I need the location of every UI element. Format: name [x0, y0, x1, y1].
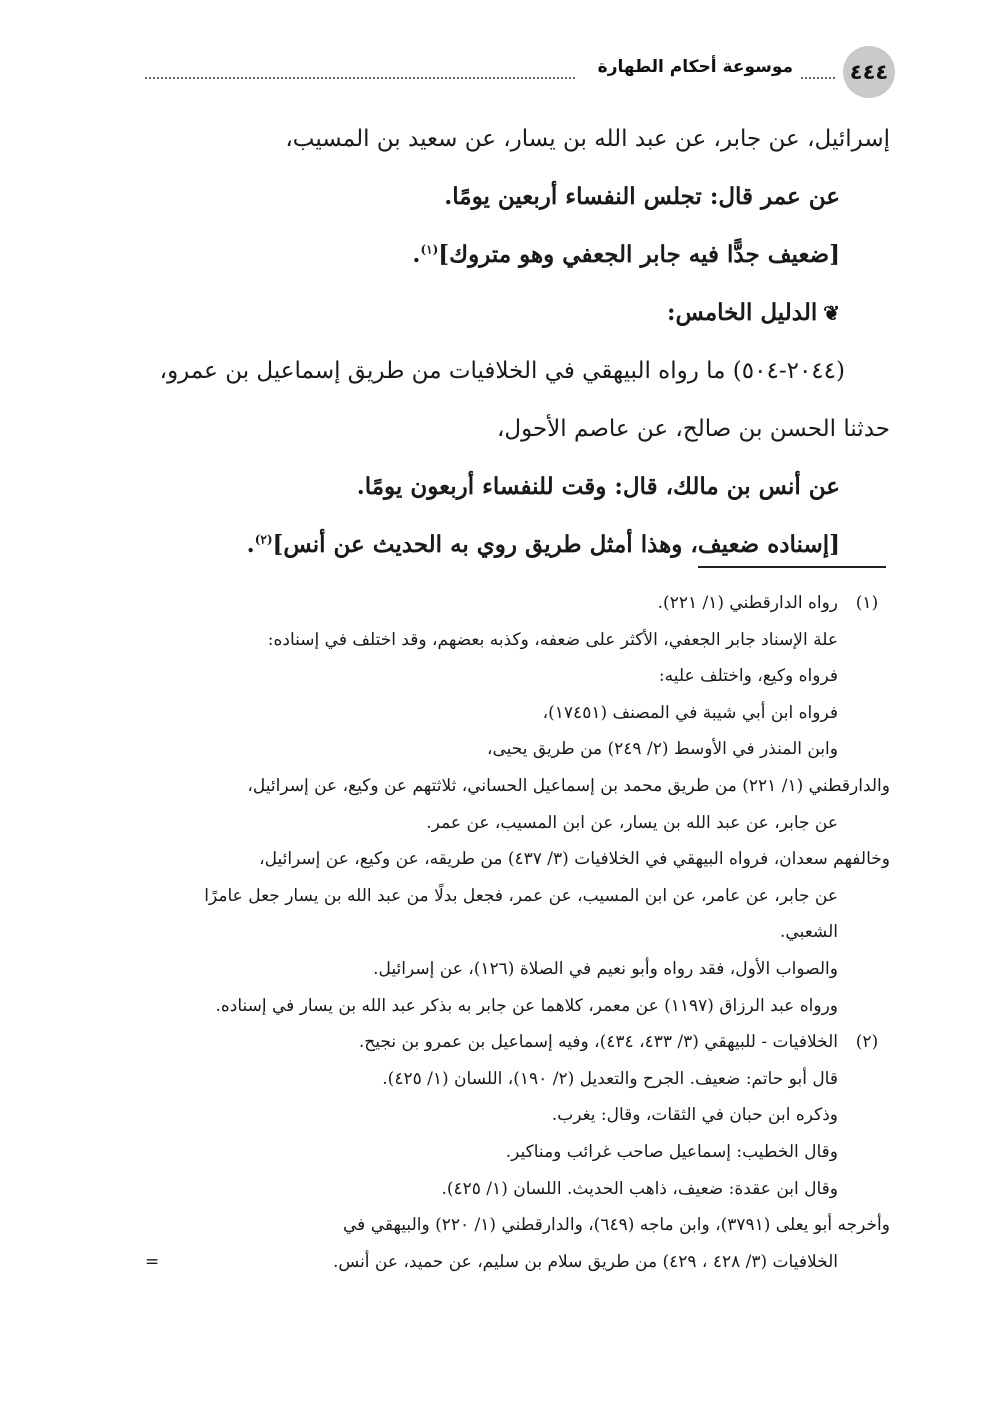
footnote-2-line: وقال الخطيب: إسماعيل صاحب غرائب ومناكير. — [505, 1141, 838, 1162]
page-number-badge: ٤٤٤ — [843, 46, 895, 98]
footnotes — [145, 585, 890, 1280]
footnote-1-line: عن جابر، عن عبد الله بن يسار، عن ابن المسيب، عن عمر. — [426, 812, 838, 833]
footnote-1-line: والصواب الأول، فقد رواه وأبو نعيم في الصلاة (١٢٦)، عن إسرائيل. — [373, 958, 838, 979]
footnote-text: الخلافيات - للبيهقي (٣/ ٤٣٣، ٤٣٤)، وفيه إسماعيل بن عمرو بن نجيح. — [358, 1032, 838, 1053]
footnote-2-line: وذكره ابن حبان في الثقات، وقال: يغرب. — [551, 1105, 838, 1126]
punctuation: . — [412, 241, 421, 268]
header-dotted-rule-right — [801, 77, 835, 79]
grading-line — [145, 226, 890, 284]
continuation-mark: = — [145, 1251, 160, 1272]
footnote-number: (١) — [855, 593, 879, 613]
footnote-number: (٢) — [855, 1032, 879, 1053]
footnote-text: رواه الدارقطني (١/ ٢٢١). — [657, 593, 838, 613]
book-title: موسوعة أحكام الطهارة — [597, 57, 793, 77]
footnote-1-line: وابن المنذر في الأوسط (٢/ ٢٤٩) من طريق يحيى، — [486, 739, 838, 760]
text-line: (٢٠٤٤-٥٠٤) ما رواه البيهقي في الخلافيات من طريق إسماعيل بن عمرو، — [159, 358, 845, 384]
ornament-icon: ❦ — [823, 301, 840, 325]
punctuation: . — [246, 531, 255, 558]
main-text — [145, 110, 890, 574]
footnote-2-line: وأخرجه أبو يعلى (٣٧٩١)، وابن ماجه (٦٤٩)، والدارقطني (١/ ٢٢٠) والبيهقي في — [343, 1215, 890, 1236]
section-heading — [145, 284, 890, 342]
footnote-2-line — [145, 1024, 890, 1061]
footnote-ref-1[interactable]: (١) — [420, 242, 439, 257]
footnote-2-line: وقال ابن عقدة: ضعيف، ذاهب الحديث. اللسان (١/ ٤٢٥). — [441, 1178, 838, 1199]
hadith-text: عن عمر قال: تجلس النفساء أربعين يومًا. — [444, 183, 840, 210]
header-dotted-rule-left — [145, 77, 575, 79]
text-line: إسرائيل، عن جابر، عن عبد الله بن يسار، عن سعيد بن المسيب، — [285, 126, 890, 152]
footnote-1-line: فرواه وكيع، واختلف عليه: — [658, 666, 838, 687]
footnote-ref-2[interactable]: (٢) — [254, 532, 273, 547]
footnote-1-line: علة الإسناد جابر الجعفي، الأكثر على ضعفه، وكذبه بعضهم، وقد اختلف في إسناده: — [267, 629, 838, 650]
hadith-text: عن أنس بن مالك، قال: وقت للنفساء أربعون يومًا. — [356, 473, 840, 500]
footnote-1-line: الشعبي. — [780, 922, 838, 943]
footnote-1-line: ورواه عبد الرزاق (١١٩٧) عن معمر، كلاهما عن جابر به بذكر عبد الله بن يسار في إسناده. — [215, 995, 838, 1016]
footnote-1-line: والدارقطني (١/ ٢٢١) من طريق محمد بن إسماعيل الحساني، ثلاثتهم عن وكيع، عن إسرائيل، — [247, 775, 890, 796]
grading-text: [ضعيف جدًّا فيه جابر الجعفي وهو متروك] — [438, 241, 840, 268]
footnote-2-line: قال أبو حاتم: ضعيف. الجرح والتعديل (٢/ ١٩٠)، اللسان (١/ ٤٢٥). — [382, 1068, 838, 1089]
footnote-1-line — [145, 585, 890, 622]
footnote-1-line: فرواه ابن أبي شيبة في المصنف (١٧٤٥١)، — [542, 702, 838, 723]
footnote-text: الخلافيات (٣/ ٤٢٨ ، ٤٢٩) من طريق سلام بن سليم، عن حميد، عن أنس. — [333, 1251, 838, 1272]
page-header — [145, 46, 895, 98]
footnote-1-line: وخالفهم سعدان، فرواه البيهقي في الخلافيات (٣/ ٤٣٧) من طريقه، عن وكيع، عن إسرائيل، — [259, 849, 890, 870]
footnote-1-line: عن جابر، عن عامر، عن ابن المسيب، عن عمر، فجعل بدلًا من عبد الله بن يسار جعل عامرًا — [204, 885, 838, 906]
section-heading-text: الدليل الخامس: — [667, 299, 818, 326]
footnote-separator — [698, 566, 886, 568]
footnote-2-line — [145, 1244, 890, 1281]
grading-text: [إسناده ضعيف، وهذا أمثل طريق روي به الحديث عن أنس] — [272, 531, 840, 558]
text-line: حدثنا الحسن بن صالح، عن عاصم الأحول، — [496, 416, 890, 442]
